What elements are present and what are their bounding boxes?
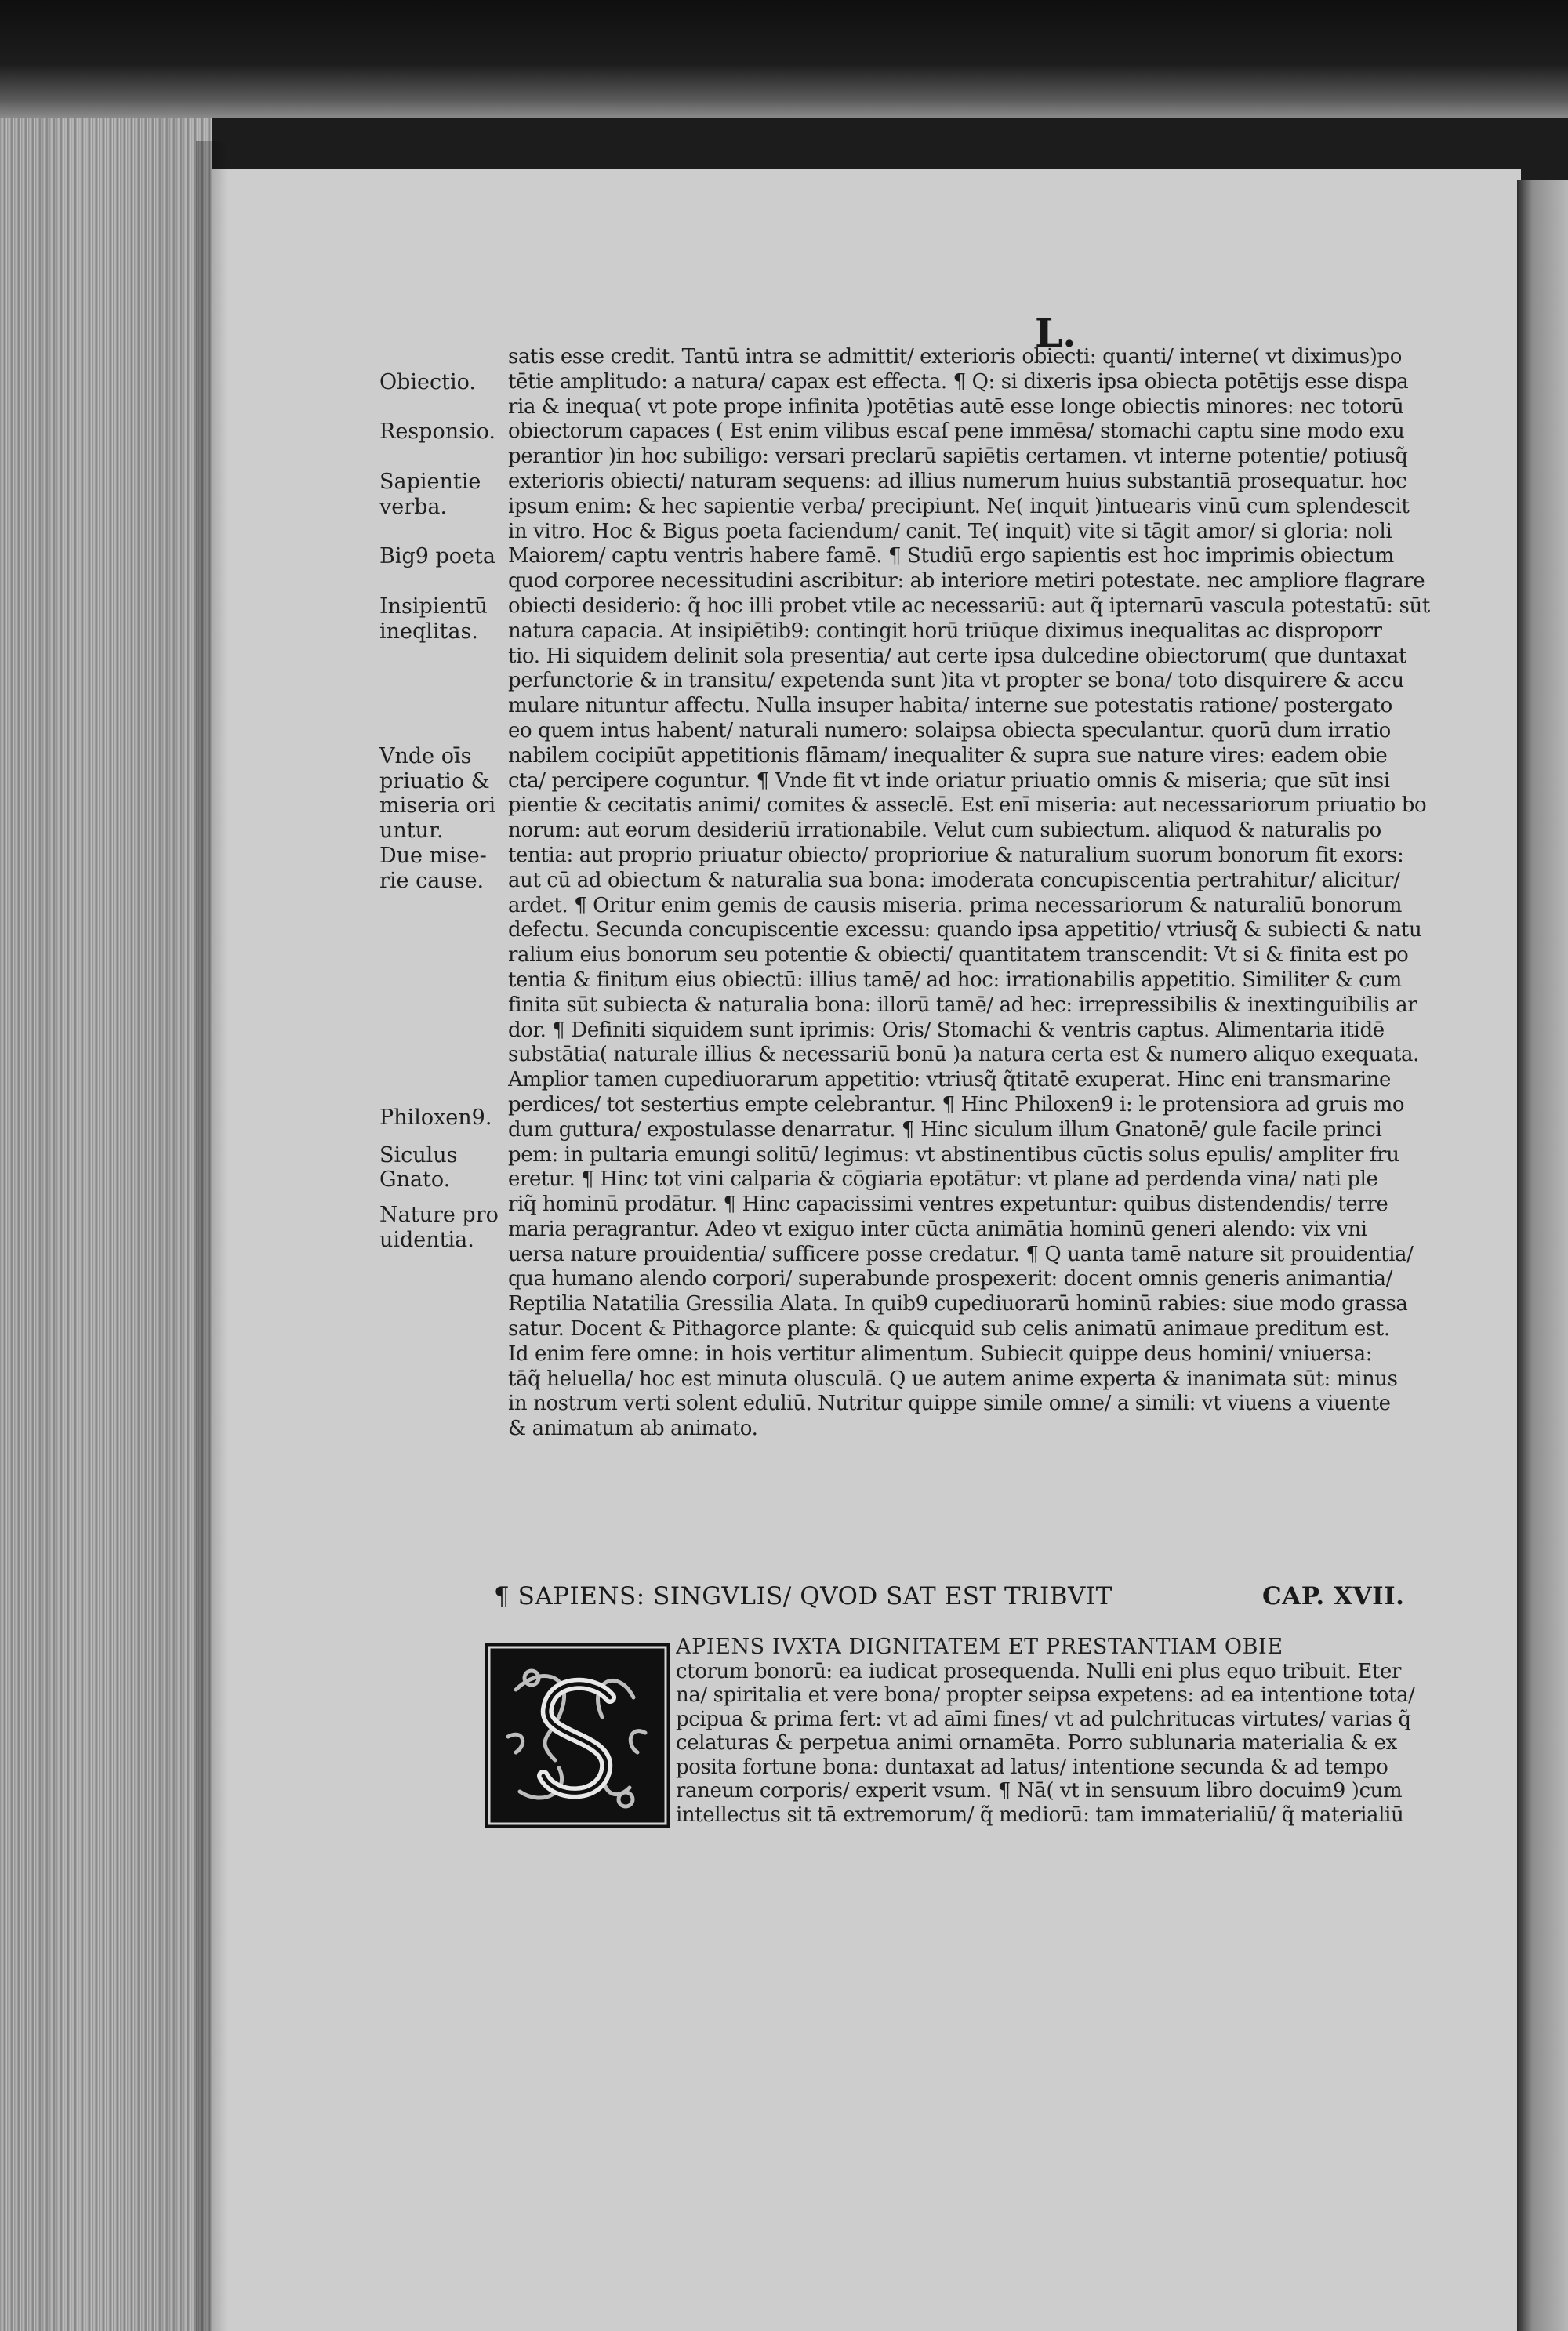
text-line: ralium eius bonorum seu potentie & obiecti/ quantitatem transcendit: Vt si & finita est po: [508, 943, 1409, 968]
marginal-note: priuatio &: [379, 768, 490, 793]
text-line: in nostrum verti solent eduliū. Nutritur quippe simile omne/ a simili: vt viuens a viuente: [508, 1392, 1391, 1416]
section-line: intellectus sit tā extremorum/ q̃ mediorū: tam immaterialiū/ q̃ materialiū: [676, 1803, 1404, 1827]
text-line: norum: aut eorum desideriū irrationabile. Velut cum subiectum. aliquod & naturalis po: [508, 819, 1381, 843]
section-line: APIENS IVXTA DIGNITATEM ET PRESTANTIAM OBIE: [676, 1636, 1283, 1659]
text-line: tāq̃ heluella/ hoc est minuta olusculā. Q ue autem anime experta & inanimata sūt: minus: [508, 1367, 1398, 1391]
text-line: eo quem intus habent/ naturali numero: solaipsa obiecta speculantur. quorū dum irratio: [508, 718, 1391, 743]
section-line: raneum corporis/ experit vsum. ¶ Nā( vt in sensuum libro docuim9 )cum: [676, 1779, 1403, 1803]
marginal-note: untur.: [379, 819, 444, 844]
section-line: celaturas & perpetua animi ornamēta. Porro sublunaria materialia & ex: [676, 1731, 1397, 1755]
marginal-note: rie cause.: [379, 868, 485, 893]
marginal-note: Big9 poeta: [379, 544, 495, 569]
marginal-note: Due mise-: [379, 844, 487, 868]
text-line: finita sūt subiecta & naturalia bona: illorū tamē/ ad hec: irrepressibilis & inextinguibilis ar: [508, 993, 1417, 1017]
text-line: & animatum ab animato.: [508, 1417, 758, 1441]
text-line: substātia( naturale illius & necessariū bonū )a natura certa est & numero aliquo exequata.: [508, 1043, 1419, 1067]
marginal-note: miseria ori: [379, 793, 496, 819]
text-line: Reptilia Natatilia Gressilia Alata. In quib9 cupediuorarū hominū rabies: siue modo grassa: [508, 1292, 1408, 1316]
marginal-note: Vnde oīs: [379, 743, 472, 768]
text-line: uersa nature prouidentia/ sufficere posse credatur. ¶ Q uanta tamē nature sit prouidentia/: [508, 1242, 1414, 1266]
marginal-note: Philoxen9.: [379, 1105, 492, 1130]
marginal-note: uidentia.: [379, 1227, 474, 1252]
text-line: dor. ¶ Definiti siquidem sunt iprimis: Oris/ Stomachi & ventris captus. Alimentaria itidē: [508, 1018, 1385, 1042]
text-line: tentia & finitum eius obiectū: illius tamē/ ad hoc: irrationabilis appetitio. Similiter & cum: [508, 968, 1402, 992]
text-line: satur. Docent & Pithagorce plante: & quicquid sub celis animatū animaue preditum est.: [508, 1317, 1390, 1342]
text-line: exterioris obiecti/ naturam sequens: ad illius numerum huius substantiā prosequatur. hoc: [508, 469, 1407, 493]
spine-shadow: [196, 141, 227, 2331]
text-line: Id enim fere omne: in hois vertitur alimentum. Subiecit quippe deus homini/ vniuersa:: [508, 1342, 1373, 1366]
text-line: tio. Hi siquidem delinit sola presentia/ aut certe ipsa dulcedine obiectorum( que duntaxat: [508, 644, 1406, 668]
marginal-note: verba.: [379, 494, 448, 519]
text-line: Amplior tamen cupediuorarum appetitio: vtriusq̃ q̃titatē exuperat. Hinc eni transmarine: [508, 1068, 1391, 1092]
text-line: tētie amplitudo: a natura/ capax est effecta. ¶ Q: si dixeris ipsa obiecta potētijs esse dispa: [508, 369, 1409, 394]
text-line: dum guttura/ expostulasse denarratur. ¶ Hinc siculum illum Gnatonē/ gule facile princi: [508, 1117, 1382, 1142]
text-line: pem: in pultaria emungi solitū/ legimus: vt abstinentibus cūctis solus epulis/ ampliter fru: [508, 1142, 1399, 1167]
text-line: maria peragrantur. Adeo vt exiguo inter cūcta animātia hominū generi alendo: vix vni: [508, 1217, 1367, 1241]
section-text-block: [676, 1636, 1460, 1827]
text-line: pientie & cecitatis animi/ comites & asseclē. Est enī miseria: aut necessariorum priuatio bo: [508, 793, 1427, 818]
text-line: perfunctorie & in transitu/ expetenda sunt )ita vt propter se bona/ toto disquirere & accu: [508, 669, 1404, 693]
section-line: na/ spiritalia et vere bona/ propter seipsa expetens: ad ea intentione tota/: [676, 1683, 1415, 1707]
page-stack-edges: [0, 118, 212, 2331]
text-line: riq̃ hominū prodātur. ¶ Hinc capacissimi ventres expetuntur: quibus distendendis/ terre: [508, 1193, 1388, 1217]
facing-page-edge: [1517, 180, 1568, 2331]
marginal-note: Sapientie: [379, 470, 481, 494]
text-line: aut cū ad obiectum & naturalia sua bona: imoderata concupiscentia pertrahitur/ alicitur/: [508, 868, 1400, 892]
text-line: Maiorem/ captu ventris habere famē. ¶ Studiū ergo sapientis est hoc imprimis obiectum: [508, 544, 1394, 568]
text-line: defectu. Secunda concupiscentie excessu: quando ipsa appetitio/ vtriusq̃ & subiecti & natu: [508, 918, 1422, 942]
text-line: natura capacia. At insipiētib9: contingit horū triūque diximus inequalitas ac disproporr: [508, 619, 1382, 643]
main-text-block: [508, 345, 1433, 1442]
text-line: ria & inequa( vt pote prope infinita )potētias autē esse longe obiectis minores: nec totorū: [508, 394, 1404, 419]
text-line: quod corporee necessitudini ascribitur: ab interiore metiri potestate. nec ampliore flagrare: [508, 569, 1425, 594]
marginal-note: ineqlitas.: [379, 619, 478, 644]
marginal-note: Gnato.: [379, 1167, 451, 1193]
text-line: nabilem cocipiūt appetitionis flāmam/ inequaliter & supra sue nature vires: eadem obie: [508, 743, 1388, 768]
chapter-number: CAP. XVII.: [1262, 1582, 1405, 1610]
section-line: pcipua & prima fert: vt ad aīmi fines/ vt ad pulchritucas virtutes/ varias q̃: [676, 1707, 1411, 1731]
text-line: obiecti desiderio: q̃ hoc illi probet vtile ac necessariū: aut q̃ ipternarū vascula potestatū: sūt: [508, 594, 1430, 618]
text-line: obiectorum capaces ( Est enim vilibus escaſ pene immēsa/ stomachi captu sine modo exu: [508, 419, 1405, 444]
text-line: perantior )in hoc subiligo: versari preclarū sapiētis certamen. vt interne potentie/ potiusq̃: [508, 445, 1408, 469]
text-line: perdices/ tot sestertius empte celebrantur. ¶ Hinc Philoxen9 i: le protensiora ad gruis mo: [508, 1092, 1405, 1116]
chapter-title: ¶ SAPIENS: SINGVLIS/ QVOD SAT EST TRIBVIT: [494, 1582, 1112, 1610]
book-top-edge: [0, 0, 1568, 118]
text-line: mulare nituntur affectu. Nulla insuper habita/ interne sue potestatis ratione/ postergato: [508, 694, 1392, 718]
text-line: in vitro. Hoc & Bigus poeta faciendum/ canit. Te( inquit) vite si tāgit amor/ si gloria: noli: [508, 519, 1392, 543]
text-line: tentia: aut proprio priuatur obiecto/ proprioriue & naturalium suorum bonorum fit exors:: [508, 843, 1404, 867]
marginal-note: Insipientū: [379, 594, 488, 619]
text-line: ipsum enim: & hec sapientie verba/ precipiunt. Ne( inquit )intuearis vinū cum splendescit: [508, 494, 1410, 518]
text-line: cta/ percipere coguntur. ¶ Vnde fit vt inde oriatur priuatio omnis & miseria; que sūt insi: [508, 768, 1390, 793]
text-line: ardet. ¶ Oritur enim gemis de causis miseria. prima necessariorum & naturaliū bonorum: [508, 893, 1403, 917]
section-line: posita fortune bona: duntaxat ad latus/ intentione secunda & ad tempo: [676, 1755, 1388, 1779]
marginal-note: Nature pro: [379, 1202, 499, 1227]
marginal-note: Obiectio.: [379, 369, 477, 394]
text-line: satis esse credit. Tantū intra se admittit/ exterioris obiecti: quanti/ interne( vt diximus)po: [508, 345, 1402, 369]
text-line: qua humano alendo corpori/ superabunde prospexerit: docent omnis generis animantia/: [508, 1267, 1393, 1291]
marginal-note: Siculus: [379, 1142, 458, 1167]
section-line: ctorum bonorū: ea iudicat prosequenda. Nulli eni plus equo tribuit. Eter: [676, 1659, 1401, 1683]
folio-number: L.: [1035, 310, 1076, 356]
decorated-initial-s: [485, 1643, 670, 1828]
marginal-note: Responsio.: [379, 419, 495, 445]
text-line: eretur. ¶ Hinc tot vini calparia & cōgiaria epotātur: vt plane ad perdenda vina/ nati ple: [508, 1167, 1378, 1192]
